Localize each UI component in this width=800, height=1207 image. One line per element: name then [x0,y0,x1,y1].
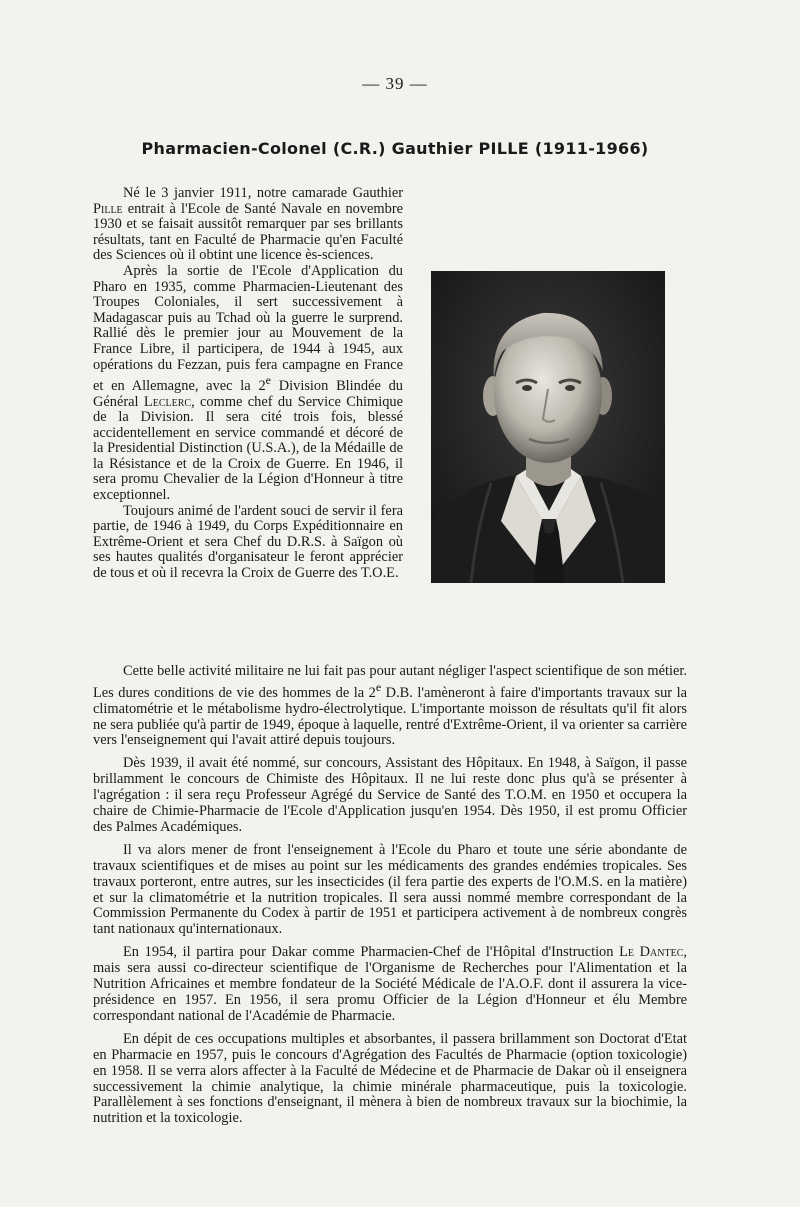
paragraph: Toujours animé de l'ardent souci de servir il fera partie, de 1946 à 1949, du Corps Expéditionnaire en Extrême-Orient et sera Chef du D.R.S. à Saïgon où ses hautes qualités d'organisateur le feront apprécier de tous et où il recevra la Croix de Guerre des T.O.E. [93,502,403,582]
portrait-image [431,271,665,583]
portrait-photo [431,271,665,583]
paragraph: Né le 3 janvier 1911, notre camarade Gauthier Pille entrait à l'Ecole de Santé Navale en novembre 1930 et se faisait aussitôt remarquer par ses brillants résultats, tant en Faculté de Pharmacie qu'en Faculté des Sciences où il obtint une licence ès-sciences. [93,185,403,264]
hospital-name: Le Dantec [619,944,684,961]
page-number: — 39 — [362,74,428,93]
paragraph: En dépit de ces occupations multiples et absorbantes, il passera brillamment son Doctorat d'Etat en Pharmacie en 1957, puis le concours d'Agrégation des Facultés de Pharmacie (option toxicologie) en 1958. Il se verra alors affecter à la Faculté de Médecine et de Pharmacie de Dakar où il enseignera successivement la chimie analytique, la chimie minérale pharmaceutique, puis la toxicologie. Parallèlement à ses fonctions d'enseignant, il mènera à bien de nombreux travaux sur la biochimie, la nutrition et la toxicologie. [93,1030,687,1127]
paragraph: Dès 1939, il avait été nommé, sur concours, Assistant des Hôpitaux. En 1948, à Saïgon, il passe brillamment le concours de Chimiste des Hôpitaux. Il ne lui reste donc plus qu'à se présenter à l'agrégation : il sera reçu Professeur Agrégé du Service de Santé des T.O.M. en 1950 et occupera la chaire de Chimie-Pharmacie de l'Ecole d'Application jusqu'en 1954. Dès 1950, il est promu Officier des Palmes Académiques. [93,755,687,835]
paragraph: Après la sortie de l'Ecole d'Application du Pharo en 1935, comme Pharmacien-Lieutenant des Troupes Coloniales, il sert successivement à Madagascar puis au Tchad où la guerre le surprend. Rallié dès le premier jour au Mouvement de la France Libre, il participera, de 1944 à 1945, aux opérations du Fezzan, puis fera campagne en France et en Allemagne, avec la 2e Division Blindée du Général Leclerc, comme chef du Service Chimique de la Division. Il sera cité trois fois, blessé accidentellement en service commandé et décoré de la Presidential Distinction (U.S.A.), de la Médaille de la Résistance et de la Croix de Guerre. En 1946, il sera promu Chevalier de la Légion d'Honneur à titre exceptionnel. [93,262,403,504]
paragraph: Cette belle activité militaire ne lui fait pas pour autant négliger l'aspect scientifique de son métier. Les dures conditions de vie des hommes de la 2e D.B. l'amèneront à faire d'importants travaux sur la climatométrie et le métabolisme hydro-électrolytique. L'importante moisson de résultats qu'il fit alors ne sera publiée qu'à partir de 1949, époque à laquelle, rentré d'Extrême-Orient, il va orienter sa carrière vers l'enseignement qui l'avait attiré depuis toujours. [93,663,687,749]
intro-column [93,186,403,582]
article-title: Pharmacien-Colonel (C.R.) Gauthier PILLE (1911-1966) [141,139,649,158]
body-text [93,664,687,1134]
surname: Pille [93,200,123,217]
paragraph: Il va alors mener de front l'enseignement à l'Ecole du Pharo et toute une série abondante de travaux scientifiques et de mises au point sur les médicaments des grandes endémies tropicales. Ses travaux porteront, entre autres, sur les insecticides (il fera partie des experts de l'O.M.S. en la matière) et sur la climatométrie et la nutrition tropicales. Il sera aussi nommé membre correspondant de la Commission Permanente du Codex à partir de 1951 et participera activement à de nombreux congrès tant nationaux qu'internationaux. [93,841,687,938]
surname: Leclerc [143,393,192,410]
paragraph: En 1954, il partira pour Dakar comme Pharmacien-Chef de l'Hôpital d'Instruction Le Dantec, mais sera aussi co-directeur scientifique de l'Organisme de Recherches pour l'Alimentation et la Nutrition Africaines et membre fondateur de la Société Médicale de l'A.O.F. dont il assurera la vice-présidence en 1957. En 1956, il sera promu Officier de la Légion d'Honneur et élu Membre correspondant national de l'Académie de Pharmacie. [93,944,687,1024]
